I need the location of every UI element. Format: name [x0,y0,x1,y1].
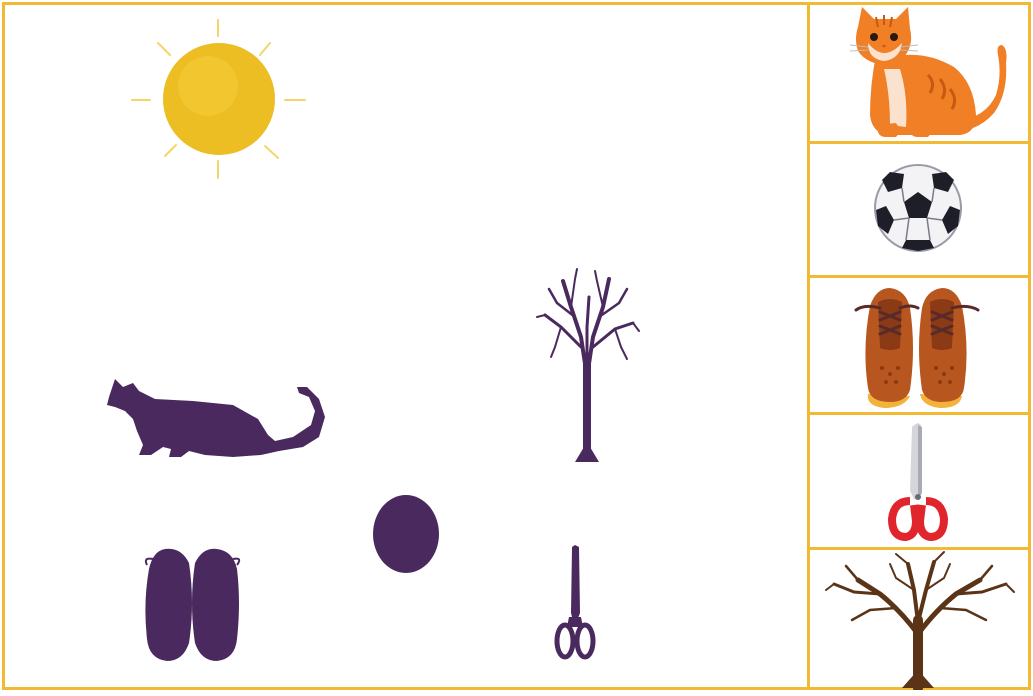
shoes-piece[interactable] [810,278,1028,415]
sun-icon [130,18,310,183]
tree-piece[interactable] [810,550,1028,690]
shoes-silhouette[interactable] [137,543,247,665]
ball-piece[interactable] [810,144,1028,278]
tree-silhouette[interactable] [535,267,640,462]
tree-icon [810,550,1028,690]
ball-silhouette[interactable] [370,493,442,575]
cat-silhouette[interactable] [93,375,328,461]
scissors-icon [810,415,1028,547]
silhouette-board [2,2,810,690]
scissors-piece[interactable] [810,415,1028,550]
cat-icon [810,5,1028,141]
cat-piece[interactable] [810,5,1028,144]
scissors-silhouette[interactable] [553,543,597,665]
shoes-icon [810,278,1028,412]
soccer-ball-icon [810,144,1028,275]
pieces-tray [810,2,1031,690]
